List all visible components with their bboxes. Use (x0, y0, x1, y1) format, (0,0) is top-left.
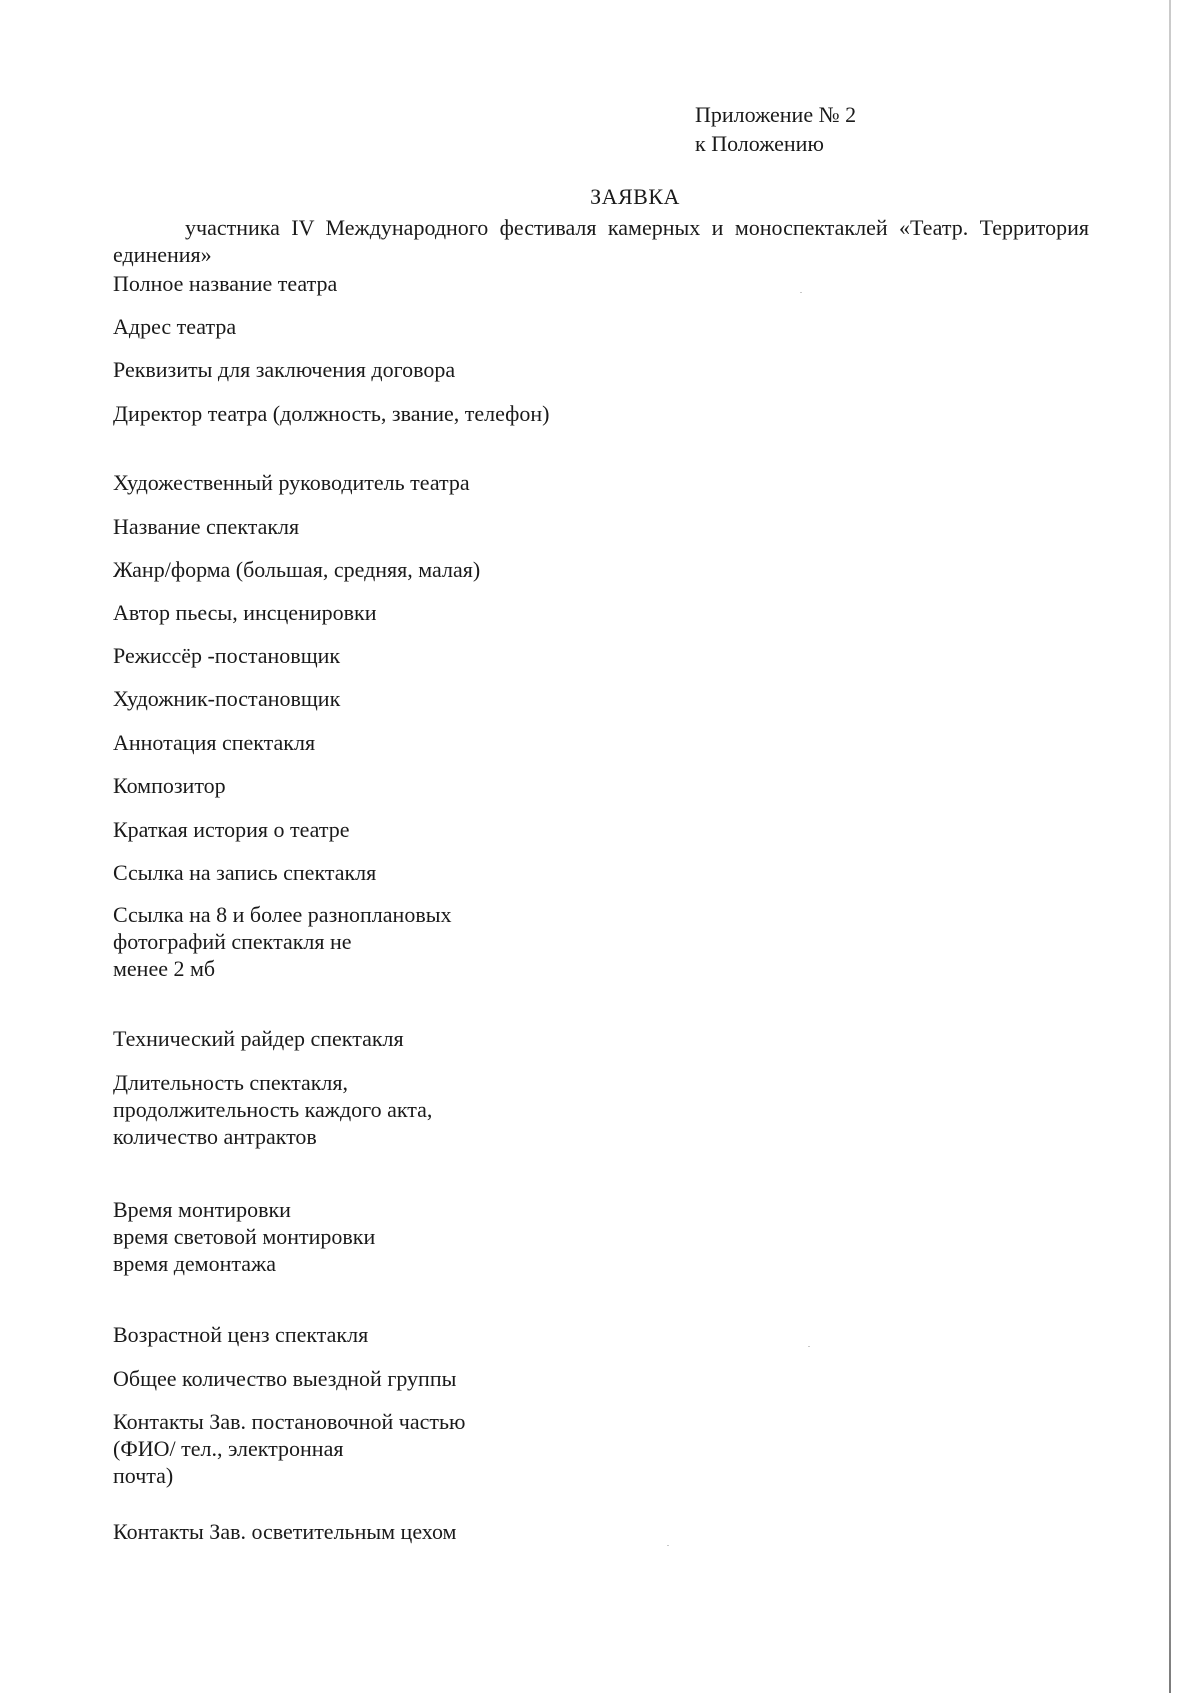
field-age-rating (113, 1321, 368, 1348)
field-label-line: Длительность спектакля, (113, 1070, 349, 1095)
field-label: Краткая история о театре (113, 817, 350, 842)
field-label: Реквизиты для заключения договора (113, 357, 456, 382)
appendix-reference: к Положению (695, 131, 824, 156)
field-theatre-name (113, 270, 337, 297)
scan-speck (808, 1346, 810, 1347)
document-subtitle: участника IV Международного фестиваля камерных и моноспектаклей «Театр. Территория единения» (113, 215, 1089, 267)
field-label-line: Ссылка на 8 и более разноплановых (113, 902, 452, 927)
field-label: Автор пьесы, инсценировки (113, 600, 377, 625)
scan-speck (800, 292, 802, 293)
field-annotation (113, 729, 315, 756)
field-label-line: Контакты Зав. постановочной частью (113, 1409, 466, 1434)
appendix-note (695, 100, 856, 158)
appendix-number: Приложение № 2 (695, 102, 857, 127)
field-label: Художественный руководитель театра (113, 470, 470, 495)
field-label-line: время световой монтировки (113, 1224, 376, 1249)
field-play-author (113, 599, 376, 626)
field-play-title (113, 513, 299, 540)
field-label: Жанр/форма (большая, средняя, малая) (113, 557, 481, 582)
field-label: Полное название театра (113, 271, 338, 296)
field-label: Адрес театра (113, 314, 237, 339)
field-recording-link (113, 859, 376, 886)
field-composer (113, 772, 226, 799)
field-label: Аннотация спектакля (113, 730, 316, 755)
field-label: Возрастной ценз спектакля (113, 1322, 369, 1347)
field-label-line: (ФИО/ тел., электронная (113, 1436, 344, 1461)
field-technical-rider (113, 1025, 404, 1052)
field-label-line: количество антрактов (113, 1124, 317, 1149)
field-touring-group-size (113, 1365, 456, 1392)
field-stage-designer (113, 685, 340, 712)
field-lighting-manager-contacts (113, 1518, 456, 1545)
field-artistic-director (113, 469, 470, 496)
field-mounting-time (113, 1196, 375, 1277)
scan-speck (667, 1545, 669, 1546)
scan-edge-line (1169, 0, 1171, 1693)
field-label: Композитор (113, 773, 226, 798)
field-photos-link (113, 901, 452, 982)
field-duration (113, 1069, 432, 1150)
field-label-line: почта) (113, 1463, 174, 1488)
field-label-line: Время монтировки (113, 1197, 291, 1222)
field-label: Название спектакля (113, 514, 300, 539)
field-theatre-address (113, 313, 236, 340)
field-label: Технический райдер спектакля (113, 1026, 404, 1051)
field-production-manager-contacts (113, 1408, 465, 1489)
field-genre-form (113, 556, 480, 583)
document-title: ЗАЯВКА (590, 184, 680, 209)
field-label: Режиссёр -постановщик (113, 643, 341, 668)
field-label-line: фотографий спектакля не (113, 929, 352, 954)
field-contract-details (113, 356, 455, 383)
field-label: Общее количество выездной группы (113, 1366, 457, 1391)
field-stage-director (113, 642, 340, 669)
field-label: Художник-постановщик (113, 686, 341, 711)
field-label-line: менее 2 мб (113, 956, 216, 981)
field-label: Контакты Зав. осветительным цехом (113, 1519, 457, 1544)
field-theatre-history (113, 816, 349, 843)
field-label-line: продолжительность каждого акта, (113, 1097, 433, 1122)
field-director: Директор театра (должность, звание, телефон) (113, 401, 550, 426)
field-label-line: время демонтажа (113, 1251, 276, 1276)
field-label: Ссылка на запись спектакля (113, 860, 377, 885)
